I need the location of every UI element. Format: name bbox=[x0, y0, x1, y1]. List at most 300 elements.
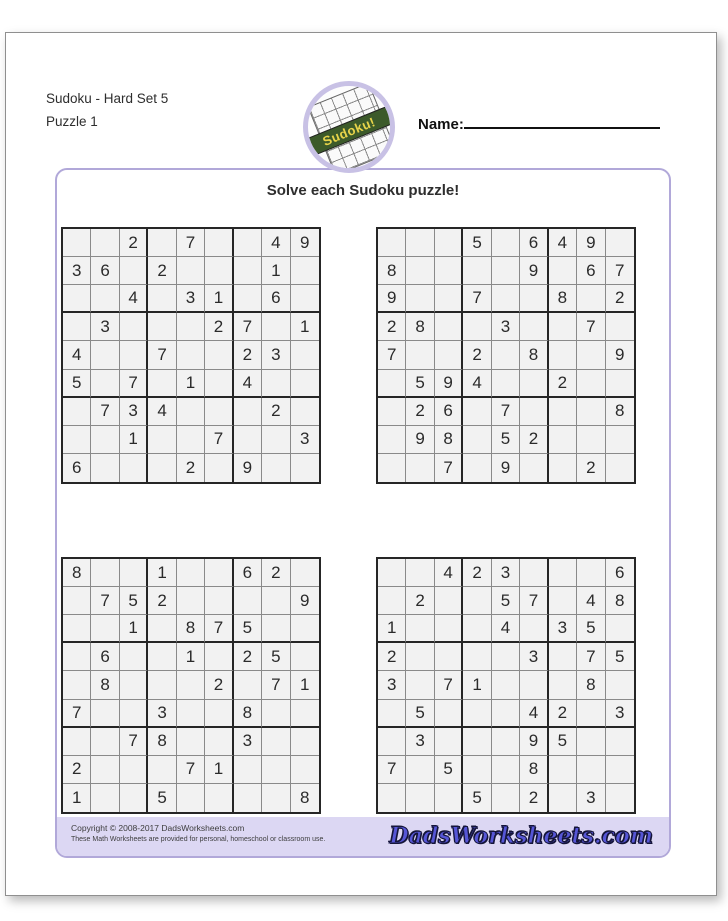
sudoku-cell bbox=[291, 285, 319, 313]
sudoku-cell bbox=[234, 587, 262, 615]
sudoku-cell bbox=[606, 454, 634, 482]
sudoku-cell bbox=[291, 559, 319, 587]
sudoku-cell bbox=[435, 728, 463, 756]
sudoku-cell: 6 bbox=[91, 643, 119, 671]
sudoku-cell bbox=[205, 229, 233, 257]
sudoku-cell bbox=[63, 615, 91, 643]
sudoku-cell bbox=[549, 257, 577, 285]
sudoku-cell: 1 bbox=[177, 370, 205, 398]
sudoku-cell bbox=[262, 615, 290, 643]
sudoku-cell: 3 bbox=[91, 313, 119, 341]
sudoku-cell bbox=[577, 370, 605, 398]
sudoku-cell: 8 bbox=[291, 784, 319, 812]
sudoku-cell: 5 bbox=[549, 728, 577, 756]
sudoku-cell: 4 bbox=[262, 229, 290, 257]
sudoku-cell bbox=[406, 671, 434, 699]
sudoku-cell bbox=[435, 643, 463, 671]
sudoku-logo-badge bbox=[303, 81, 395, 173]
sudoku-cell: 3 bbox=[291, 426, 319, 454]
sudoku-cell: 8 bbox=[63, 559, 91, 587]
sudoku-cell: 7 bbox=[63, 700, 91, 728]
sudoku-cell: 7 bbox=[378, 341, 406, 369]
sudoku-cell: 2 bbox=[262, 559, 290, 587]
sudoku-cell: 1 bbox=[463, 671, 491, 699]
sudoku-cell bbox=[148, 756, 176, 784]
sudoku-cell bbox=[234, 671, 262, 699]
sudoku-cell: 6 bbox=[577, 257, 605, 285]
sudoku-cell: 6 bbox=[262, 285, 290, 313]
sudoku-cell bbox=[91, 285, 119, 313]
sudoku-cell: 5 bbox=[463, 784, 491, 812]
sudoku-cell bbox=[378, 454, 406, 482]
sudoku-cell bbox=[378, 426, 406, 454]
sudoku-cell: 2 bbox=[406, 587, 434, 615]
sudoku-cell bbox=[234, 257, 262, 285]
sudoku-cell: 8 bbox=[234, 700, 262, 728]
sudoku-cell bbox=[577, 559, 605, 587]
sudoku-cell: 5 bbox=[606, 643, 634, 671]
sudoku-cell bbox=[520, 671, 548, 699]
sudoku-cell bbox=[406, 257, 434, 285]
sudoku-cell: 1 bbox=[291, 671, 319, 699]
sudoku-cell: 2 bbox=[234, 341, 262, 369]
sudoku-cell: 4 bbox=[234, 370, 262, 398]
sudoku-cell bbox=[291, 615, 319, 643]
sudoku-cell bbox=[549, 587, 577, 615]
puzzle-content-box bbox=[55, 168, 671, 858]
sudoku-cell bbox=[463, 756, 491, 784]
sudoku-cell: 5 bbox=[463, 229, 491, 257]
sudoku-cell: 1 bbox=[120, 615, 148, 643]
sudoku-cell: 8 bbox=[148, 728, 176, 756]
sudoku-cell bbox=[492, 671, 520, 699]
worksheet-page bbox=[5, 32, 717, 896]
banner-title: Solve each Sudoku puzzle! bbox=[266, 182, 460, 199]
sudoku-cell bbox=[492, 784, 520, 812]
sudoku-cell: 8 bbox=[520, 341, 548, 369]
sudoku-cell bbox=[606, 426, 634, 454]
sudoku-cell bbox=[463, 398, 491, 426]
sudoku-cell bbox=[406, 784, 434, 812]
sudoku-cell bbox=[205, 728, 233, 756]
sudoku-cell: 4 bbox=[63, 341, 91, 369]
sudoku-cell bbox=[435, 615, 463, 643]
sudoku-cell: 2 bbox=[378, 643, 406, 671]
sudoku-cell bbox=[463, 643, 491, 671]
sudoku-cell: 9 bbox=[378, 285, 406, 313]
sudoku-cell bbox=[91, 615, 119, 643]
sudoku-cell bbox=[120, 341, 148, 369]
sudoku-cell bbox=[378, 728, 406, 756]
sudoku-cell bbox=[148, 313, 176, 341]
sudoku-cell bbox=[205, 643, 233, 671]
sudoku-cell bbox=[262, 728, 290, 756]
sudoku-cell bbox=[435, 341, 463, 369]
sudoku-cell bbox=[234, 426, 262, 454]
sudoku-cell bbox=[234, 229, 262, 257]
sudoku-cell: 2 bbox=[406, 398, 434, 426]
sudoku-cell bbox=[406, 285, 434, 313]
sudoku-cell: 2 bbox=[463, 341, 491, 369]
sudoku-cell bbox=[492, 257, 520, 285]
sudoku-cell: 8 bbox=[520, 756, 548, 784]
sudoku-cell bbox=[291, 643, 319, 671]
sudoku-cell bbox=[378, 784, 406, 812]
sudoku-cell bbox=[549, 398, 577, 426]
sudoku-grid-top-right bbox=[376, 227, 636, 484]
sudoku-cell: 7 bbox=[262, 671, 290, 699]
sudoku-cell: 2 bbox=[606, 285, 634, 313]
sudoku-cell: 7 bbox=[91, 587, 119, 615]
sudoku-cell: 2 bbox=[205, 313, 233, 341]
sudoku-cell: 7 bbox=[120, 370, 148, 398]
sudoku-cell bbox=[463, 728, 491, 756]
sudoku-cell bbox=[463, 615, 491, 643]
name-label: Name: bbox=[418, 116, 464, 133]
sudoku-cell: 5 bbox=[435, 756, 463, 784]
sudoku-cell bbox=[205, 700, 233, 728]
sudoku-cell: 3 bbox=[120, 398, 148, 426]
sudoku-cell bbox=[435, 587, 463, 615]
sudoku-cell: 5 bbox=[234, 615, 262, 643]
sudoku-cell: 1 bbox=[291, 313, 319, 341]
sudoku-cell: 6 bbox=[234, 559, 262, 587]
sudoku-cell: 1 bbox=[205, 285, 233, 313]
sudoku-cell bbox=[549, 671, 577, 699]
sudoku-cell: 7 bbox=[492, 398, 520, 426]
sudoku-cell bbox=[606, 313, 634, 341]
sudoku-cell bbox=[378, 398, 406, 426]
sudoku-cell: 4 bbox=[148, 398, 176, 426]
sudoku-cell: 8 bbox=[435, 426, 463, 454]
sudoku-cell bbox=[378, 370, 406, 398]
sudoku-cell: 7 bbox=[91, 398, 119, 426]
sudoku-cell: 2 bbox=[234, 643, 262, 671]
sudoku-cell bbox=[148, 370, 176, 398]
sudoku-cell bbox=[63, 671, 91, 699]
sudoku-cell: 3 bbox=[406, 728, 434, 756]
sudoku-cell bbox=[549, 426, 577, 454]
sudoku-cell: 2 bbox=[378, 313, 406, 341]
sudoku-cell bbox=[406, 454, 434, 482]
sudoku-cell bbox=[91, 341, 119, 369]
sudoku-cell bbox=[549, 756, 577, 784]
sudoku-cell bbox=[378, 229, 406, 257]
sudoku-cell bbox=[205, 341, 233, 369]
sudoku-cell: 2 bbox=[148, 587, 176, 615]
sudoku-cell bbox=[492, 370, 520, 398]
sudoku-cell bbox=[577, 398, 605, 426]
sudoku-cell: 6 bbox=[606, 559, 634, 587]
sudoku-cell: 4 bbox=[549, 229, 577, 257]
sudoku-cell: 9 bbox=[291, 587, 319, 615]
sudoku-cell bbox=[262, 700, 290, 728]
sudoku-cell: 7 bbox=[205, 615, 233, 643]
sudoku-cell bbox=[435, 229, 463, 257]
sudoku-cell bbox=[177, 257, 205, 285]
sudoku-cell bbox=[520, 398, 548, 426]
sudoku-cell bbox=[205, 398, 233, 426]
sudoku-cell: 9 bbox=[577, 229, 605, 257]
sudoku-cell: 1 bbox=[262, 257, 290, 285]
sudoku-cell: 3 bbox=[378, 671, 406, 699]
sudoku-cell bbox=[63, 728, 91, 756]
sudoku-cell bbox=[177, 728, 205, 756]
sudoku-cell: 8 bbox=[549, 285, 577, 313]
sudoku-cell bbox=[91, 700, 119, 728]
sudoku-cell bbox=[120, 671, 148, 699]
sudoku-cell bbox=[435, 285, 463, 313]
sudoku-cell bbox=[120, 643, 148, 671]
sudoku-cell: 9 bbox=[435, 370, 463, 398]
sudoku-cell: 4 bbox=[520, 700, 548, 728]
sudoku-cell bbox=[148, 615, 176, 643]
sudoku-cell: 7 bbox=[577, 643, 605, 671]
sudoku-cell bbox=[91, 370, 119, 398]
sudoku-cell: 8 bbox=[606, 398, 634, 426]
sudoku-cell bbox=[291, 700, 319, 728]
sudoku-cell: 2 bbox=[205, 671, 233, 699]
sudoku-cell bbox=[177, 784, 205, 812]
sudoku-cell bbox=[492, 285, 520, 313]
sudoku-cell: 1 bbox=[378, 615, 406, 643]
sudoku-cell bbox=[463, 587, 491, 615]
sudoku-cell bbox=[63, 426, 91, 454]
sudoku-cell bbox=[148, 229, 176, 257]
sudoku-cell: 7 bbox=[435, 454, 463, 482]
sudoku-cell bbox=[205, 559, 233, 587]
sudoku-cell bbox=[148, 643, 176, 671]
sudoku-cell: 4 bbox=[492, 615, 520, 643]
sudoku-grid-top-left bbox=[61, 227, 321, 484]
sudoku-cell bbox=[91, 454, 119, 482]
sudoku-cell: 4 bbox=[463, 370, 491, 398]
sudoku-cell: 5 bbox=[406, 700, 434, 728]
sudoku-cell: 7 bbox=[606, 257, 634, 285]
sudoku-cell bbox=[520, 313, 548, 341]
sudoku-cell: 3 bbox=[63, 257, 91, 285]
sudoku-cell bbox=[606, 370, 634, 398]
sudoku-cell: 5 bbox=[120, 587, 148, 615]
sudoku-grid-bottom-left bbox=[61, 557, 321, 814]
sudoku-cell bbox=[378, 587, 406, 615]
sudoku-cell bbox=[406, 229, 434, 257]
sudoku-cell bbox=[291, 257, 319, 285]
sudoku-cell bbox=[63, 285, 91, 313]
sudoku-cell bbox=[120, 784, 148, 812]
sudoku-cell bbox=[262, 784, 290, 812]
sudoku-cell: 5 bbox=[148, 784, 176, 812]
sudoku-cell bbox=[463, 426, 491, 454]
name-blank-line bbox=[464, 115, 660, 129]
sudoku-cell: 2 bbox=[120, 229, 148, 257]
sudoku-cell: 7 bbox=[577, 313, 605, 341]
sudoku-cell: 3 bbox=[234, 728, 262, 756]
sudoku-cell bbox=[205, 784, 233, 812]
sudoku-cell: 8 bbox=[378, 257, 406, 285]
sudoku-cell bbox=[91, 559, 119, 587]
sudoku-cell: 8 bbox=[91, 671, 119, 699]
sudoku-cell bbox=[606, 615, 634, 643]
sudoku-cell: 2 bbox=[63, 756, 91, 784]
sudoku-cell: 7 bbox=[463, 285, 491, 313]
sudoku-cell: 3 bbox=[606, 700, 634, 728]
sudoku-cell: 7 bbox=[120, 728, 148, 756]
sudoku-cell bbox=[205, 370, 233, 398]
sudoku-cell bbox=[91, 756, 119, 784]
sudoku-cell bbox=[463, 700, 491, 728]
sudoku-cell bbox=[549, 341, 577, 369]
sudoku-cell bbox=[406, 341, 434, 369]
sudoku-cell: 1 bbox=[177, 643, 205, 671]
sudoku-cell bbox=[549, 454, 577, 482]
sudoku-cell bbox=[492, 728, 520, 756]
sudoku-cell bbox=[91, 426, 119, 454]
sudoku-cell: 1 bbox=[205, 756, 233, 784]
sudoku-cell bbox=[177, 341, 205, 369]
dadsworksheets-logo: DadsWorksheets.com bbox=[389, 823, 653, 849]
sudoku-cell: 2 bbox=[549, 700, 577, 728]
sudoku-cell: 1 bbox=[120, 426, 148, 454]
sudoku-cell bbox=[262, 426, 290, 454]
sudoku-cell: 2 bbox=[520, 784, 548, 812]
sudoku-cell bbox=[606, 671, 634, 699]
footer-text bbox=[71, 823, 325, 843]
sudoku-cell: 7 bbox=[205, 426, 233, 454]
sudoku-cell: 7 bbox=[234, 313, 262, 341]
sudoku-cell bbox=[378, 700, 406, 728]
sudoku-cell: 2 bbox=[463, 559, 491, 587]
sudoku-cell: 7 bbox=[378, 756, 406, 784]
sudoku-cell: 9 bbox=[406, 426, 434, 454]
sudoku-cell: 9 bbox=[234, 454, 262, 482]
sudoku-cell bbox=[91, 229, 119, 257]
sudoku-cell bbox=[549, 784, 577, 812]
sudoku-cell: 3 bbox=[520, 643, 548, 671]
sudoku-cell bbox=[577, 426, 605, 454]
sudoku-cell bbox=[63, 398, 91, 426]
sudoku-cell: 2 bbox=[577, 454, 605, 482]
sudoku-cell bbox=[177, 671, 205, 699]
worksheet-header bbox=[46, 88, 168, 134]
sudoku-cell bbox=[205, 587, 233, 615]
sudoku-cell: 3 bbox=[177, 285, 205, 313]
sudoku-cell bbox=[549, 559, 577, 587]
sudoku-cell: 8 bbox=[577, 671, 605, 699]
sudoku-cell bbox=[520, 615, 548, 643]
sudoku-cell bbox=[63, 587, 91, 615]
sudoku-cell bbox=[577, 756, 605, 784]
sudoku-cell bbox=[262, 756, 290, 784]
sudoku-cell bbox=[63, 229, 91, 257]
sudoku-cell bbox=[262, 313, 290, 341]
sudoku-cell bbox=[520, 454, 548, 482]
sudoku-cell: 5 bbox=[262, 643, 290, 671]
sudoku-cell: 5 bbox=[406, 370, 434, 398]
sudoku-cell bbox=[492, 341, 520, 369]
sudoku-cell bbox=[177, 426, 205, 454]
sudoku-cell: 4 bbox=[120, 285, 148, 313]
sudoku-cell bbox=[435, 257, 463, 285]
sudoku-cell bbox=[549, 313, 577, 341]
sudoku-cell: 9 bbox=[520, 257, 548, 285]
sudoku-cell: 3 bbox=[262, 341, 290, 369]
sudoku-cell bbox=[463, 257, 491, 285]
sudoku-cell bbox=[120, 756, 148, 784]
sudoku-cell bbox=[577, 700, 605, 728]
sudoku-cell bbox=[291, 341, 319, 369]
sudoku-cell bbox=[120, 559, 148, 587]
sudoku-cell: 9 bbox=[492, 454, 520, 482]
sudoku-cell bbox=[606, 728, 634, 756]
name-field bbox=[418, 115, 660, 133]
sudoku-cell bbox=[406, 756, 434, 784]
sudoku-cell bbox=[177, 313, 205, 341]
sudoku-cell: 6 bbox=[435, 398, 463, 426]
sudoku-cell bbox=[148, 426, 176, 454]
sudoku-cell: 3 bbox=[577, 784, 605, 812]
sudoku-cell: 6 bbox=[520, 229, 548, 257]
sudoku-cell: 6 bbox=[91, 257, 119, 285]
sudoku-cell bbox=[435, 700, 463, 728]
sudoku-cell: 8 bbox=[406, 313, 434, 341]
sudoku-cell bbox=[406, 615, 434, 643]
sudoku-cell: 3 bbox=[549, 615, 577, 643]
sudoku-cell bbox=[577, 728, 605, 756]
sudoku-cell bbox=[262, 454, 290, 482]
sudoku-cell bbox=[291, 756, 319, 784]
sudoku-cell bbox=[63, 643, 91, 671]
sudoku-cell bbox=[492, 643, 520, 671]
sudoku-cell: 4 bbox=[577, 587, 605, 615]
sudoku-cell bbox=[177, 700, 205, 728]
sudoku-cell bbox=[177, 587, 205, 615]
sudoku-cell bbox=[606, 229, 634, 257]
sudoku-cell: 3 bbox=[492, 559, 520, 587]
sudoku-cell bbox=[406, 643, 434, 671]
sudoku-cell: 2 bbox=[262, 398, 290, 426]
sudoku-cell bbox=[262, 370, 290, 398]
sudoku-cell: 7 bbox=[148, 341, 176, 369]
puzzle-number: Puzzle 1 bbox=[46, 113, 98, 129]
sudoku-cell bbox=[262, 587, 290, 615]
sudoku-cell bbox=[148, 671, 176, 699]
sudoku-cell bbox=[520, 285, 548, 313]
sudoku-cell: 7 bbox=[177, 756, 205, 784]
sudoku-cell bbox=[177, 559, 205, 587]
sudoku-cell bbox=[435, 784, 463, 812]
sudoku-cell: 7 bbox=[177, 229, 205, 257]
sudoku-cell bbox=[120, 313, 148, 341]
sudoku-cell bbox=[91, 728, 119, 756]
copyright-text: Copyright © 2008-2017 DadsWorksheets.com bbox=[71, 823, 245, 833]
sudoku-cell bbox=[148, 454, 176, 482]
sudoku-cell: 7 bbox=[435, 671, 463, 699]
sudoku-cell: 6 bbox=[63, 454, 91, 482]
sudoku-cell: 9 bbox=[291, 229, 319, 257]
sudoku-cell bbox=[406, 559, 434, 587]
sudoku-cell: 3 bbox=[492, 313, 520, 341]
sudoku-cell: 2 bbox=[520, 426, 548, 454]
sudoku-cell: 5 bbox=[577, 615, 605, 643]
sudoku-cell bbox=[291, 370, 319, 398]
sudoku-cell bbox=[205, 454, 233, 482]
sudoku-cell bbox=[148, 285, 176, 313]
sudoku-cell bbox=[463, 313, 491, 341]
sudoku-grid-bottom-right bbox=[376, 557, 636, 814]
sudoku-cell bbox=[291, 398, 319, 426]
sudoku-cell: 2 bbox=[549, 370, 577, 398]
